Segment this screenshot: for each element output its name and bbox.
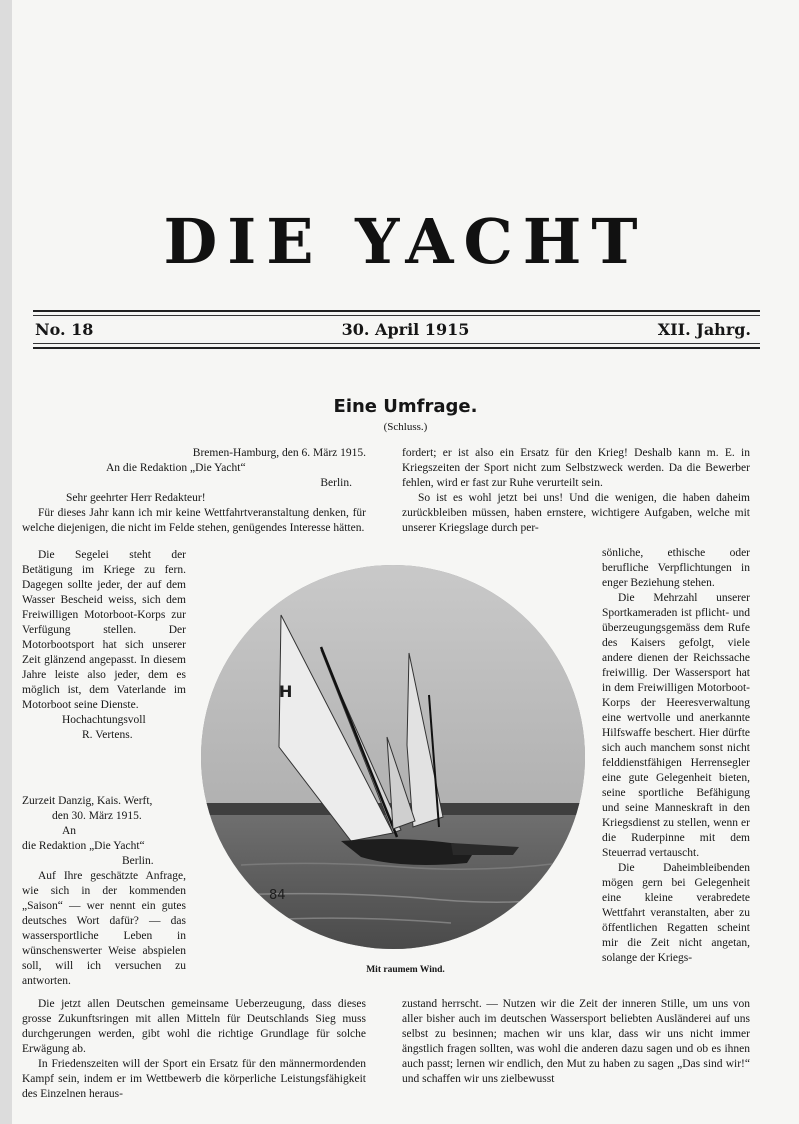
page-spine <box>0 0 12 1124</box>
letter2-addressee: die Redaktion „Die Yacht“ <box>22 840 145 852</box>
letter1-addressee: An die Redaktion „Die Yacht“ <box>106 462 246 474</box>
masthead-rule-bottom-thin <box>33 343 760 344</box>
letter2-an: An <box>62 825 77 837</box>
bottom-left <box>22 997 366 1102</box>
letter2-city: Berlin. <box>122 855 154 867</box>
paragraph-kriegszustand: zustand herrscht. — Nutzen wir die Zeit der inneren Stille, um uns von aller bisher auch im deutschen Wassersport beliebten Ausländerei auf uns selbst zu besinnen; machen wir uns klar, dass wir uns nicht immer ängstlich fragen sollten, was wohl die anderen dazu sagen und ob es ihnen auch passt; lernen wir endlich, den Mut zu haben zu sagen „Das sind wir!“ und schaffen wir uns zielbewusst <box>402 998 750 1085</box>
paragraph-friedenszeiten: In Friedenszeiten will der Sport ein Ersatz für den männermordenden Kampf sein, indem er im Wettbewerb die körperliche Leistungsfähigkeit des Einzelnen heraus- <box>22 1058 366 1100</box>
letter-1 <box>22 446 366 536</box>
paragraph-ueberzeugung: Die jetzt allen Deutschen gemeinsame Ueberzeugung, dass dieses grosse Zukunftsringen mit allen Mitteln für Deutschlands Sieg muss durchgerungen werden, gibt wohl die richtige Grundlage für solche Erwägung ab. <box>22 998 366 1055</box>
masthead-rule-top <box>33 310 760 312</box>
letter2-paragraph-1: Auf Ihre geschätzte Anfrage, wie sich in der kommenden „Saison“ — wer nennt ein gutes deutsches Wort dafür? — das wassersportliche Leben in wünschenswerter Weise abspielen soll, will ich versuchen zu antworten. <box>22 870 186 987</box>
water <box>201 815 585 949</box>
right-paragraph-2a: So ist es wohl jetzt bei uns! Und die wenigen, die haben daheim zurückbleiben müssen, haben ernstere, wichtigere Aufgaben, welche mit unserer Kriegslage durch per- <box>402 492 750 534</box>
sailboat-illustration <box>201 565 585 949</box>
letter-2 <box>22 794 186 989</box>
letter1-signature: R. Vertens. <box>82 729 133 741</box>
letter1-closing: Hochachtungsvoll <box>62 714 146 726</box>
sailing-photo <box>201 565 585 949</box>
bottom-right <box>402 997 750 1087</box>
letter1-salutation: Sehr geehrter Herr Redakteur! <box>66 492 206 504</box>
letter-1-wrap <box>22 548 186 743</box>
sail-letter: H <box>279 682 293 701</box>
hull-number: 84 <box>269 888 286 903</box>
issue-number: No. 18 <box>35 320 94 339</box>
letter1-paragraph-2: Die Segelei steht der Betätigung im Kriege zu fern. Dagegen sollte jeder, der auf dem Wasser Bescheid weiss, sich dem Freiwilligen Motorboot-Korps zur Verfügung stellen. Der Motorbootsport hat sich unserer Zeit glänzend angepasst. In diesem Jahre leiste also jeder, dem es möglich ist, dem Vaterlande im Motorboot seine Dienste. <box>22 549 186 711</box>
masthead-title: DIE YACHT <box>163 205 648 278</box>
masthead-rule-bottom <box>33 347 760 349</box>
letter1-paragraph-1: Für dieses Jahr kann ich mir keine Wettfahrtveranstaltung denken, für welche diejenigen, die nicht im Felde stehen, genügendes Interesse hätten. <box>22 507 366 534</box>
right-paragraph-4: Die Daheimbleibenden mögen gern bei Gelegenheit eine kleine verabredete Wettfahrt veranstalten, aber zu öffentlichen Regatten scheint mir die Zeit nicht angetan, solange der Kriegs- <box>602 862 750 964</box>
article-headline: Eine Umfrage. <box>333 396 478 417</box>
right-paragraph-2b: sönliche, ethische oder berufliche Verpflichtungen in enger Beziehung stehen. <box>602 547 750 589</box>
right-column-wrap <box>602 546 750 966</box>
masthead-rule-top-thin <box>33 315 760 316</box>
right-column-top <box>402 446 750 536</box>
photo-caption: Mit raumem Wind. <box>366 965 445 975</box>
magazine-page <box>12 0 799 1124</box>
right-paragraph-3: Die Mehrzahl unserer Sportkameraden ist pflicht- und überzeugungsgemäss dem Rufe des Kaisers gefolgt, viele andere dienen der Reichssache freiwillig. Der Wassersport hat in dem Freiwilligen Motorboot-Korps der Heeresverwaltung eine wertvolle und anerkannte Hilfswaffe beschert. Hier dürfte sich auch manchem sonst nicht felddienstfähigen Herrensegler eine gute Gelegenheit bieten, seine sportliche Befähigung und seine Manneskraft in den Kriegsdienst zu stellen, wenn er die Ruderpinne mit dem Steuerrad vertauscht. <box>602 592 750 859</box>
letter1-city: Berlin. <box>320 477 352 489</box>
letter1-place-date: Bremen-Hamburg, den 6. März 1915. <box>192 447 366 459</box>
letter2-place: Zurzeit Danzig, Kais. Werft, <box>22 795 153 807</box>
right-paragraph-1: fordert; er ist also ein Ersatz für den Krieg! Deshalb kann m. E. in Kriegszeiten der Sport nicht zum Selbstzweck werden. Da die Bewerber fehlen, wird er fast zur Ruhe verurteilt sein. <box>402 447 750 489</box>
letter2-date: den 30. März 1915. <box>52 810 142 822</box>
article-subheadline: (Schluss.) <box>383 421 428 433</box>
volume-label: XII. Jahrg. <box>657 320 751 339</box>
issue-date: 30. April 1915 <box>341 320 470 339</box>
